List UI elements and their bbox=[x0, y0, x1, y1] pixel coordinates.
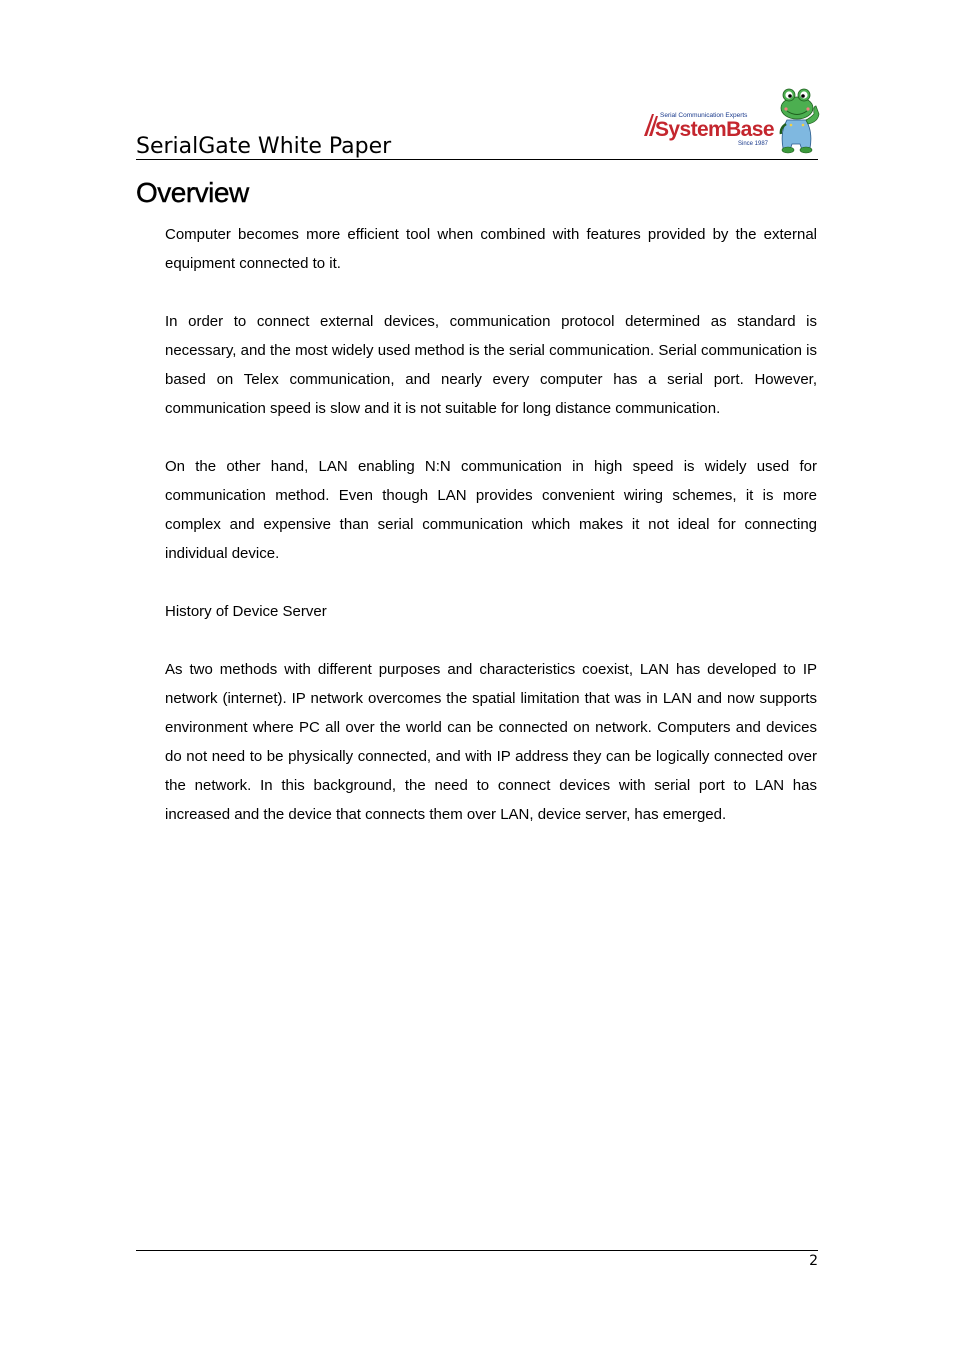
frog-mascot-icon bbox=[781, 89, 819, 153]
document-body bbox=[165, 220, 817, 858]
subsection-title: History of Device Server bbox=[165, 603, 327, 620]
footer-divider bbox=[136, 1250, 818, 1251]
page-number: 2 bbox=[809, 1253, 818, 1269]
paragraph: On the other hand, LAN enabling N:N communication in high speed is widely used for communication method. Even though LAN provides convenient wiring schemes, it is more complex and expensive than serial communication which makes it not ideal for connecting individual device. bbox=[165, 458, 817, 562]
systembase-logo bbox=[640, 84, 824, 156]
paragraph: In order to connect external devices, communication protocol determined as standard is necessary, and the most widely used method is the serial communication. Serial communication is based on Telex communication, and nearly every computer has a serial port. However, communication speed is slow and it is not suitable for long distance communication. bbox=[165, 313, 817, 417]
paragraph: Computer becomes more efficient tool when combined with features provided by the external equipment connected to it. bbox=[165, 226, 817, 272]
paragraph: As two methods with different purposes and characteristics coexist, LAN has developed to IP network (internet). IP network overcomes the spatial limitation that was in LAN and now supports environment where PC all over the world can be connected on network. Computers and devices do not need to be physically connected, and with IP address they can be logically connected over the network. In this background, the need to connect devices with serial port to LAN has increased and the device that connects them over LAN, device server, has emerged. bbox=[165, 661, 817, 823]
header-divider bbox=[136, 159, 818, 160]
logo-brand: SystemBase bbox=[655, 118, 774, 141]
logo-since: Since 1987 bbox=[738, 141, 769, 147]
document-header-title: SerialGate White Paper bbox=[136, 134, 392, 159]
logo-tagline: Serial Communication Experts bbox=[660, 112, 748, 119]
section-heading: Overview bbox=[136, 177, 249, 208]
